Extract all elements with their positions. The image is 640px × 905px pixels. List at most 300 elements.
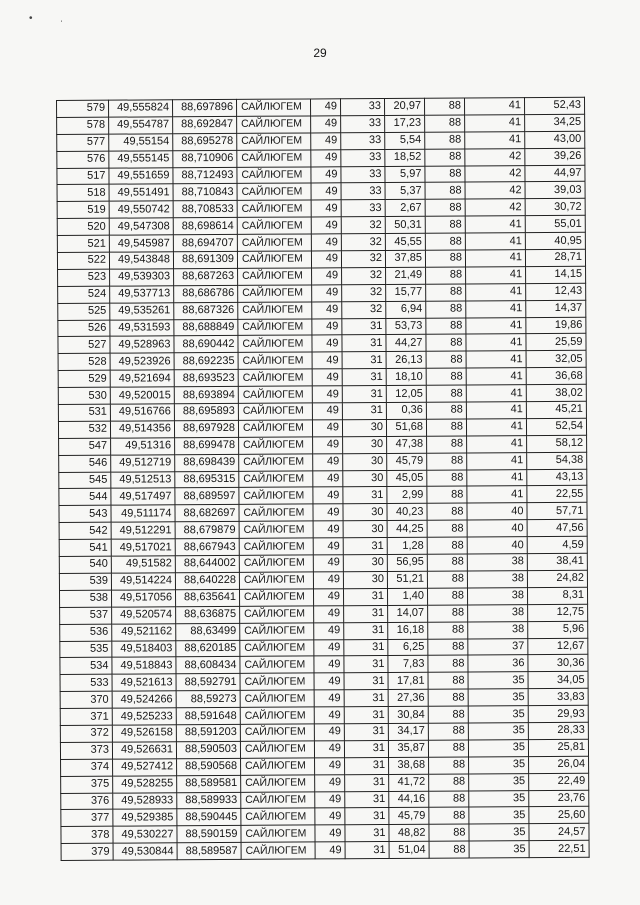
lon-minutes-cell: 35 bbox=[469, 807, 529, 824]
lon-degrees-cell: 88 bbox=[428, 655, 468, 672]
point-number-cell: 543 bbox=[59, 506, 111, 523]
lat-seconds-cell: 5,54 bbox=[385, 132, 425, 149]
lon-seconds-cell: 33,83 bbox=[528, 688, 588, 705]
lat-minutes-cell: 32 bbox=[341, 234, 385, 251]
coordinates-table bbox=[56, 97, 590, 861]
lat-minutes-cell: 30 bbox=[343, 555, 387, 572]
lon-minutes-cell: 38 bbox=[468, 604, 528, 621]
lat-seconds-cell: 37,85 bbox=[385, 250, 425, 267]
lat-minutes-cell: 33 bbox=[341, 115, 385, 132]
lon-degrees-cell: 88 bbox=[426, 318, 466, 335]
lat-minutes-cell: 33 bbox=[341, 166, 385, 183]
lon-minutes-cell: 38 bbox=[468, 621, 528, 638]
lon-seconds-cell: 30,36 bbox=[528, 655, 588, 672]
lon-seconds-cell: 47,56 bbox=[527, 520, 587, 537]
point-number-cell: 579 bbox=[57, 100, 109, 117]
lat-degrees-cell: 49 bbox=[311, 133, 341, 150]
lat-minutes-cell: 33 bbox=[341, 149, 385, 166]
longitude-decimal-cell: 88,690442 bbox=[174, 336, 238, 353]
lon-minutes-cell: 41 bbox=[466, 368, 526, 385]
lat-minutes-cell: 31 bbox=[344, 740, 388, 757]
lon-seconds-cell: 26,04 bbox=[529, 756, 589, 773]
lon-seconds-cell: 12,75 bbox=[528, 604, 588, 621]
point-number-cell: 535 bbox=[60, 641, 112, 658]
lat-minutes-cell: 31 bbox=[343, 588, 387, 605]
lat-seconds-cell: 44,16 bbox=[389, 791, 429, 808]
lon-minutes-cell: 38 bbox=[467, 554, 527, 571]
lon-degrees-cell: 88 bbox=[427, 537, 467, 554]
lon-seconds-cell: 58,12 bbox=[527, 435, 587, 452]
lat-seconds-cell: 45,55 bbox=[385, 233, 425, 250]
lon-seconds-cell: 40,95 bbox=[525, 232, 585, 249]
lat-degrees-cell: 49 bbox=[311, 200, 341, 217]
area-name-cell: САЙЛЮГЕМ bbox=[239, 589, 313, 606]
lat-minutes-cell: 31 bbox=[344, 639, 388, 656]
lon-degrees-cell: 88 bbox=[428, 672, 468, 689]
lon-minutes-cell: 41 bbox=[466, 317, 526, 334]
lon-seconds-cell: 52,54 bbox=[526, 418, 586, 435]
lon-degrees-cell: 88 bbox=[426, 368, 466, 385]
lon-seconds-cell: 25,59 bbox=[526, 334, 586, 351]
latitude-decimal-cell: 49,516766 bbox=[110, 404, 174, 421]
lon-degrees-cell: 88 bbox=[425, 132, 465, 149]
point-number-cell: 517 bbox=[57, 168, 109, 185]
lon-minutes-cell: 41 bbox=[467, 452, 527, 469]
page-number: 29 bbox=[313, 46, 327, 60]
area-name-cell: САЙЛЮГЕМ bbox=[240, 690, 314, 707]
latitude-decimal-cell: 49,514224 bbox=[111, 573, 175, 590]
lon-minutes-cell: 42 bbox=[465, 182, 525, 199]
area-name-cell: САЙЛЮГЕМ bbox=[240, 606, 314, 623]
point-number-cell: 371 bbox=[60, 708, 112, 725]
lat-seconds-cell: 18,52 bbox=[385, 149, 425, 166]
lon-degrees-cell: 88 bbox=[429, 824, 469, 841]
latitude-decimal-cell: 49,526158 bbox=[112, 725, 176, 742]
point-number-cell: 527 bbox=[58, 337, 110, 354]
latitude-decimal-cell: 49,535261 bbox=[110, 302, 174, 319]
area-name-cell: САЙЛЮГЕМ bbox=[239, 572, 313, 589]
point-number-cell: 373 bbox=[60, 742, 112, 759]
lon-degrees-cell: 88 bbox=[425, 115, 465, 132]
lat-degrees-cell: 49 bbox=[314, 741, 344, 758]
area-name-cell: САЙЛЮГЕМ bbox=[241, 775, 315, 792]
area-name-cell: САЙЛЮГЕМ bbox=[240, 741, 314, 758]
point-number-cell: 530 bbox=[58, 387, 110, 404]
lat-minutes-cell: 31 bbox=[345, 774, 389, 791]
point-number-cell: 528 bbox=[58, 354, 110, 371]
longitude-decimal-cell: 88,692847 bbox=[173, 116, 237, 133]
lat-degrees-cell: 49 bbox=[314, 639, 344, 656]
longitude-decimal-cell: 88,687326 bbox=[174, 302, 238, 319]
lat-degrees-cell: 49 bbox=[311, 234, 341, 251]
lat-seconds-cell: 18,10 bbox=[386, 368, 426, 385]
area-name-cell: САЙЛЮГЕМ bbox=[241, 825, 315, 842]
lon-minutes-cell: 40 bbox=[467, 537, 527, 554]
lat-minutes-cell: 30 bbox=[343, 470, 387, 487]
point-number-cell: 546 bbox=[59, 455, 111, 472]
lon-degrees-cell: 88 bbox=[425, 216, 465, 233]
lon-degrees-cell: 88 bbox=[428, 638, 468, 655]
lat-degrees-cell: 49 bbox=[312, 403, 342, 420]
lat-degrees-cell: 49 bbox=[311, 166, 341, 183]
lat-seconds-cell: 16,18 bbox=[388, 622, 428, 639]
lon-seconds-cell: 32,05 bbox=[526, 351, 586, 368]
lon-minutes-cell: 41 bbox=[466, 402, 526, 419]
point-number-cell: 379 bbox=[61, 843, 113, 860]
point-number-cell: 376 bbox=[61, 793, 113, 810]
lat-minutes-cell: 31 bbox=[344, 723, 388, 740]
lon-seconds-cell: 39,03 bbox=[525, 182, 585, 199]
lon-seconds-cell: 24,57 bbox=[529, 824, 589, 841]
lat-degrees-cell: 49 bbox=[313, 470, 343, 487]
area-name-cell: САЙЛЮГЕМ bbox=[238, 268, 312, 285]
lat-seconds-cell: 40,23 bbox=[387, 504, 427, 521]
area-name-cell: САЙЛЮГЕМ bbox=[239, 521, 313, 538]
area-name-cell: САЙЛЮГЕМ bbox=[240, 656, 314, 673]
lon-seconds-cell: 5,96 bbox=[528, 621, 588, 638]
lat-degrees-cell: 49 bbox=[315, 842, 345, 859]
longitude-decimal-cell: 88,590159 bbox=[177, 826, 241, 843]
lat-seconds-cell: 38,68 bbox=[389, 757, 429, 774]
lat-seconds-cell: 1,40 bbox=[387, 588, 427, 605]
longitude-decimal-cell: 88,699478 bbox=[175, 437, 239, 454]
lon-degrees-cell: 88 bbox=[425, 250, 465, 267]
lon-seconds-cell: 38,02 bbox=[526, 384, 586, 401]
lat-degrees-cell: 49 bbox=[314, 690, 344, 707]
lon-seconds-cell: 25,81 bbox=[528, 739, 588, 756]
lon-seconds-cell: 22,49 bbox=[529, 773, 589, 790]
lat-seconds-cell: 44,25 bbox=[387, 521, 427, 538]
point-number-cell: 520 bbox=[57, 218, 109, 235]
lon-seconds-cell: 57,71 bbox=[527, 503, 587, 520]
area-name-cell: САЙЛЮГЕМ bbox=[241, 791, 315, 808]
longitude-decimal-cell: 88,698614 bbox=[173, 218, 237, 235]
lat-degrees-cell: 49 bbox=[311, 183, 341, 200]
area-name-cell: САЙЛЮГЕМ bbox=[237, 200, 311, 217]
longitude-decimal-cell: 88,589587 bbox=[177, 843, 241, 860]
latitude-decimal-cell: 49,517021 bbox=[111, 539, 175, 556]
longitude-decimal-cell: 88,591203 bbox=[176, 724, 240, 741]
latitude-decimal-cell: 49,517497 bbox=[111, 488, 175, 505]
point-number-cell: 534 bbox=[60, 658, 112, 675]
lat-degrees-cell: 49 bbox=[312, 285, 342, 302]
latitude-decimal-cell: 49,526631 bbox=[112, 742, 176, 759]
lon-seconds-cell: 25,60 bbox=[529, 807, 589, 824]
lon-degrees-cell: 88 bbox=[428, 605, 468, 622]
lat-seconds-cell: 50,31 bbox=[385, 216, 425, 233]
lat-degrees-cell: 49 bbox=[314, 622, 344, 639]
point-number-cell: 578 bbox=[57, 117, 109, 134]
point-number-cell: 525 bbox=[58, 303, 110, 320]
area-name-cell: САЙЛЮГЕМ bbox=[238, 335, 312, 352]
lat-seconds-cell: 45,05 bbox=[387, 470, 427, 487]
lat-seconds-cell: 44,27 bbox=[386, 335, 426, 352]
lat-minutes-cell: 31 bbox=[342, 352, 386, 369]
longitude-decimal-cell: 88,691309 bbox=[173, 251, 237, 268]
lat-minutes-cell: 31 bbox=[342, 335, 386, 352]
longitude-decimal-cell: 88,59273 bbox=[176, 691, 240, 708]
lon-degrees-cell: 88 bbox=[428, 740, 468, 757]
lon-seconds-cell: 8,31 bbox=[527, 587, 587, 604]
lat-degrees-cell: 49 bbox=[313, 437, 343, 454]
lon-minutes-cell: 40 bbox=[467, 503, 527, 520]
lat-minutes-cell: 33 bbox=[341, 200, 385, 217]
lat-degrees-cell: 49 bbox=[311, 217, 341, 234]
longitude-decimal-cell: 88,589933 bbox=[177, 792, 241, 809]
lon-degrees-cell: 88 bbox=[426, 301, 466, 318]
lat-degrees-cell: 49 bbox=[312, 268, 342, 285]
latitude-decimal-cell: 49,514356 bbox=[110, 421, 174, 438]
lat-minutes-cell: 31 bbox=[342, 318, 386, 335]
latitude-decimal-cell: 49,554787 bbox=[109, 117, 173, 134]
latitude-decimal-cell: 49,530227 bbox=[113, 826, 177, 843]
area-name-cell: САЙЛЮГЕМ bbox=[236, 99, 310, 116]
lon-degrees-cell: 88 bbox=[425, 182, 465, 199]
latitude-decimal-cell: 49,512719 bbox=[111, 454, 175, 471]
lat-minutes-cell: 31 bbox=[345, 791, 389, 808]
lon-seconds-cell: 44,97 bbox=[525, 165, 585, 182]
point-number-cell: 537 bbox=[60, 607, 112, 624]
lon-seconds-cell: 19,86 bbox=[526, 317, 586, 334]
latitude-decimal-cell: 49,545987 bbox=[109, 235, 173, 252]
lon-minutes-cell: 35 bbox=[468, 706, 528, 723]
latitude-decimal-cell: 49,521162 bbox=[112, 623, 176, 640]
latitude-decimal-cell: 49,551491 bbox=[109, 184, 173, 201]
lon-seconds-cell: 24,82 bbox=[527, 570, 587, 587]
area-name-cell: САЙЛЮГЕМ bbox=[241, 758, 315, 775]
point-number-cell: 526 bbox=[58, 320, 110, 337]
lat-minutes-cell: 31 bbox=[345, 757, 389, 774]
lon-seconds-cell: 55,01 bbox=[525, 216, 585, 233]
point-number-cell: 544 bbox=[59, 489, 111, 506]
area-name-cell: САЙЛЮГЕМ bbox=[237, 217, 311, 234]
area-name-cell: САЙЛЮГЕМ bbox=[238, 369, 312, 386]
lat-minutes-cell: 31 bbox=[344, 622, 388, 639]
lat-minutes-cell: 30 bbox=[343, 436, 387, 453]
lat-degrees-cell: 49 bbox=[315, 791, 345, 808]
latitude-decimal-cell: 49,531593 bbox=[110, 319, 174, 336]
lon-degrees-cell: 88 bbox=[429, 757, 469, 774]
lon-seconds-cell: 4,59 bbox=[527, 536, 587, 553]
longitude-decimal-cell: 88,708533 bbox=[173, 201, 237, 218]
lat-minutes-cell: 31 bbox=[343, 538, 387, 555]
latitude-decimal-cell: 49,537713 bbox=[110, 286, 174, 303]
lon-seconds-cell: 22,51 bbox=[529, 840, 589, 857]
latitude-decimal-cell: 49,518843 bbox=[112, 657, 176, 674]
longitude-decimal-cell: 88,679879 bbox=[175, 522, 239, 539]
lon-seconds-cell: 34,05 bbox=[528, 672, 588, 689]
point-number-cell: 375 bbox=[61, 776, 113, 793]
lon-degrees-cell: 88 bbox=[429, 841, 469, 858]
point-number-cell: 523 bbox=[58, 269, 110, 286]
lat-seconds-cell: 14,07 bbox=[388, 605, 428, 622]
lon-degrees-cell: 88 bbox=[427, 520, 467, 537]
lon-minutes-cell: 35 bbox=[469, 841, 529, 858]
lat-seconds-cell: 45,79 bbox=[387, 453, 427, 470]
longitude-decimal-cell: 88,608434 bbox=[176, 657, 240, 674]
lon-degrees-cell: 88 bbox=[428, 706, 468, 723]
latitude-decimal-cell: 49,523926 bbox=[110, 353, 174, 370]
lat-degrees-cell: 49 bbox=[312, 386, 342, 403]
lat-seconds-cell: 12,05 bbox=[386, 385, 426, 402]
longitude-decimal-cell: 88,693523 bbox=[174, 370, 238, 387]
lon-seconds-cell: 22,55 bbox=[527, 486, 587, 503]
lat-degrees-cell: 49 bbox=[315, 774, 345, 791]
lat-seconds-cell: 51,21 bbox=[387, 571, 427, 588]
lat-degrees-cell: 49 bbox=[315, 825, 345, 842]
longitude-decimal-cell: 88,644002 bbox=[175, 555, 239, 572]
area-name-cell: САЙЛЮГЕМ bbox=[237, 150, 311, 167]
lat-degrees-cell: 49 bbox=[314, 656, 344, 673]
latitude-decimal-cell: 49,524266 bbox=[112, 691, 176, 708]
longitude-decimal-cell: 88,692235 bbox=[174, 353, 238, 370]
lon-minutes-cell: 37 bbox=[468, 638, 528, 655]
lon-minutes-cell: 42 bbox=[465, 148, 525, 165]
lat-seconds-cell: 21,49 bbox=[386, 267, 426, 284]
point-number-cell: 539 bbox=[59, 573, 111, 590]
area-name-cell: САЙЛЮГЕМ bbox=[239, 454, 313, 471]
lat-minutes-cell: 30 bbox=[343, 504, 387, 521]
lat-minutes-cell: 30 bbox=[343, 521, 387, 538]
lat-seconds-cell: 6,25 bbox=[388, 639, 428, 656]
point-number-cell: 377 bbox=[61, 810, 113, 827]
lat-seconds-cell: 5,37 bbox=[385, 183, 425, 200]
latitude-decimal-cell: 49,547308 bbox=[109, 218, 173, 235]
latitude-decimal-cell: 49,520574 bbox=[112, 606, 176, 623]
longitude-decimal-cell: 88,667943 bbox=[175, 539, 239, 556]
lon-seconds-cell: 23,76 bbox=[529, 790, 589, 807]
lon-minutes-cell: 40 bbox=[467, 520, 527, 537]
point-number-cell: 374 bbox=[61, 759, 113, 776]
lon-minutes-cell: 35 bbox=[468, 689, 528, 706]
lat-degrees-cell: 49 bbox=[312, 335, 342, 352]
latitude-decimal-cell: 49,543848 bbox=[109, 252, 173, 269]
lat-degrees-cell: 49 bbox=[313, 572, 343, 589]
area-name-cell: САЙЛЮГЕМ bbox=[240, 724, 314, 741]
latitude-decimal-cell: 49,521613 bbox=[112, 674, 176, 691]
area-name-cell: САЙЛЮГЕМ bbox=[240, 673, 314, 690]
latitude-decimal-cell: 49,528933 bbox=[113, 792, 177, 809]
longitude-decimal-cell: 88,640228 bbox=[175, 572, 239, 589]
area-name-cell: САЙЛЮГЕМ bbox=[237, 116, 311, 133]
lon-minutes-cell: 38 bbox=[467, 587, 527, 604]
latitude-decimal-cell: 49,528963 bbox=[110, 336, 174, 353]
lon-minutes-cell: 35 bbox=[469, 824, 529, 841]
coordinates-table-body bbox=[57, 97, 590, 860]
lon-seconds-cell: 14,15 bbox=[526, 266, 586, 283]
lon-degrees-cell: 88 bbox=[426, 284, 466, 301]
lat-seconds-cell: 17,23 bbox=[385, 115, 425, 132]
lon-seconds-cell: 43,00 bbox=[525, 131, 585, 148]
lon-minutes-cell: 41 bbox=[466, 300, 526, 317]
longitude-decimal-cell: 88,698439 bbox=[175, 454, 239, 471]
lat-degrees-cell: 49 bbox=[312, 420, 342, 437]
lat-minutes-cell: 33 bbox=[340, 98, 384, 115]
latitude-decimal-cell: 49,529385 bbox=[113, 809, 177, 826]
lat-degrees-cell: 49 bbox=[314, 724, 344, 741]
lat-seconds-cell: 51,04 bbox=[389, 841, 429, 858]
point-number-cell: 529 bbox=[58, 370, 110, 387]
latitude-decimal-cell: 49,51582 bbox=[111, 556, 175, 573]
latitude-decimal-cell: 49,51316 bbox=[111, 438, 175, 455]
lon-seconds-cell: 36,68 bbox=[526, 368, 586, 385]
lon-seconds-cell: 30,72 bbox=[525, 199, 585, 216]
point-number-cell: 533 bbox=[60, 674, 112, 691]
lat-minutes-cell: 33 bbox=[341, 183, 385, 200]
lon-minutes-cell: 41 bbox=[465, 216, 525, 233]
lon-degrees-cell: 88 bbox=[427, 571, 467, 588]
lat-seconds-cell: 1,28 bbox=[387, 537, 427, 554]
area-name-cell: САЙЛЮГЕМ bbox=[239, 555, 313, 572]
area-name-cell: САЙЛЮГЕМ bbox=[238, 403, 312, 420]
lon-degrees-cell: 88 bbox=[427, 503, 467, 520]
point-number-cell: 540 bbox=[59, 556, 111, 573]
table-row bbox=[61, 840, 589, 860]
point-number-cell: 576 bbox=[57, 151, 109, 168]
lon-minutes-cell: 41 bbox=[465, 233, 525, 250]
lon-seconds-cell: 12,67 bbox=[528, 638, 588, 655]
lat-minutes-cell: 32 bbox=[342, 267, 386, 284]
lat-seconds-cell: 35,87 bbox=[388, 740, 428, 757]
lon-minutes-cell: 42 bbox=[465, 199, 525, 216]
lat-degrees-cell: 49 bbox=[312, 352, 342, 369]
lat-degrees-cell: 49 bbox=[312, 301, 342, 318]
lon-seconds-cell: 54,38 bbox=[527, 452, 587, 469]
lon-minutes-cell: 35 bbox=[469, 773, 529, 790]
latitude-decimal-cell: 49,517056 bbox=[111, 590, 175, 607]
lon-degrees-cell: 88 bbox=[428, 622, 468, 639]
lat-minutes-cell: 31 bbox=[344, 656, 388, 673]
lon-minutes-cell: 41 bbox=[467, 469, 527, 486]
lon-degrees-cell: 88 bbox=[426, 385, 466, 402]
longitude-decimal-cell: 88,636875 bbox=[176, 606, 240, 623]
longitude-decimal-cell: 88,695278 bbox=[173, 133, 237, 150]
area-name-cell: САЙЛЮГЕМ bbox=[241, 808, 315, 825]
area-name-cell: САЙЛЮГЕМ bbox=[237, 183, 311, 200]
lat-minutes-cell: 31 bbox=[344, 605, 388, 622]
lat-minutes-cell: 31 bbox=[345, 808, 389, 825]
lat-minutes-cell: 32 bbox=[341, 217, 385, 234]
lon-minutes-cell: 38 bbox=[467, 571, 527, 588]
point-number-cell: 522 bbox=[57, 252, 109, 269]
lon-degrees-cell: 88 bbox=[429, 807, 469, 824]
lon-degrees-cell: 88 bbox=[426, 351, 466, 368]
area-name-cell: САЙЛЮГЕМ bbox=[237, 251, 311, 268]
lon-minutes-cell: 41 bbox=[465, 115, 525, 132]
longitude-decimal-cell: 88,682697 bbox=[175, 505, 239, 522]
lon-seconds-cell: 28,33 bbox=[528, 722, 588, 739]
lon-degrees-cell: 88 bbox=[426, 334, 466, 351]
lat-minutes-cell: 32 bbox=[342, 301, 386, 318]
lon-minutes-cell: 35 bbox=[468, 672, 528, 689]
latitude-decimal-cell: 49,550742 bbox=[109, 201, 173, 218]
longitude-decimal-cell: 88,620185 bbox=[176, 640, 240, 657]
lat-minutes-cell: 31 bbox=[342, 403, 386, 420]
coordinates-table-wrapper bbox=[56, 97, 590, 861]
lon-minutes-cell: 41 bbox=[467, 435, 527, 452]
point-number-cell: 538 bbox=[59, 590, 111, 607]
area-name-cell: САЙЛЮГЕМ bbox=[238, 302, 312, 319]
lon-minutes-cell: 41 bbox=[465, 131, 525, 148]
lat-seconds-cell: 41,72 bbox=[389, 774, 429, 791]
area-name-cell: САЙЛЮГЕМ bbox=[239, 538, 313, 555]
point-number-cell: 536 bbox=[60, 624, 112, 641]
lat-minutes-cell: 31 bbox=[342, 369, 386, 386]
latitude-decimal-cell: 49,525233 bbox=[112, 708, 176, 725]
lon-degrees-cell: 88 bbox=[425, 149, 465, 166]
area-name-cell: САЙЛЮГЕМ bbox=[241, 842, 315, 859]
lat-minutes-cell: 30 bbox=[343, 453, 387, 470]
